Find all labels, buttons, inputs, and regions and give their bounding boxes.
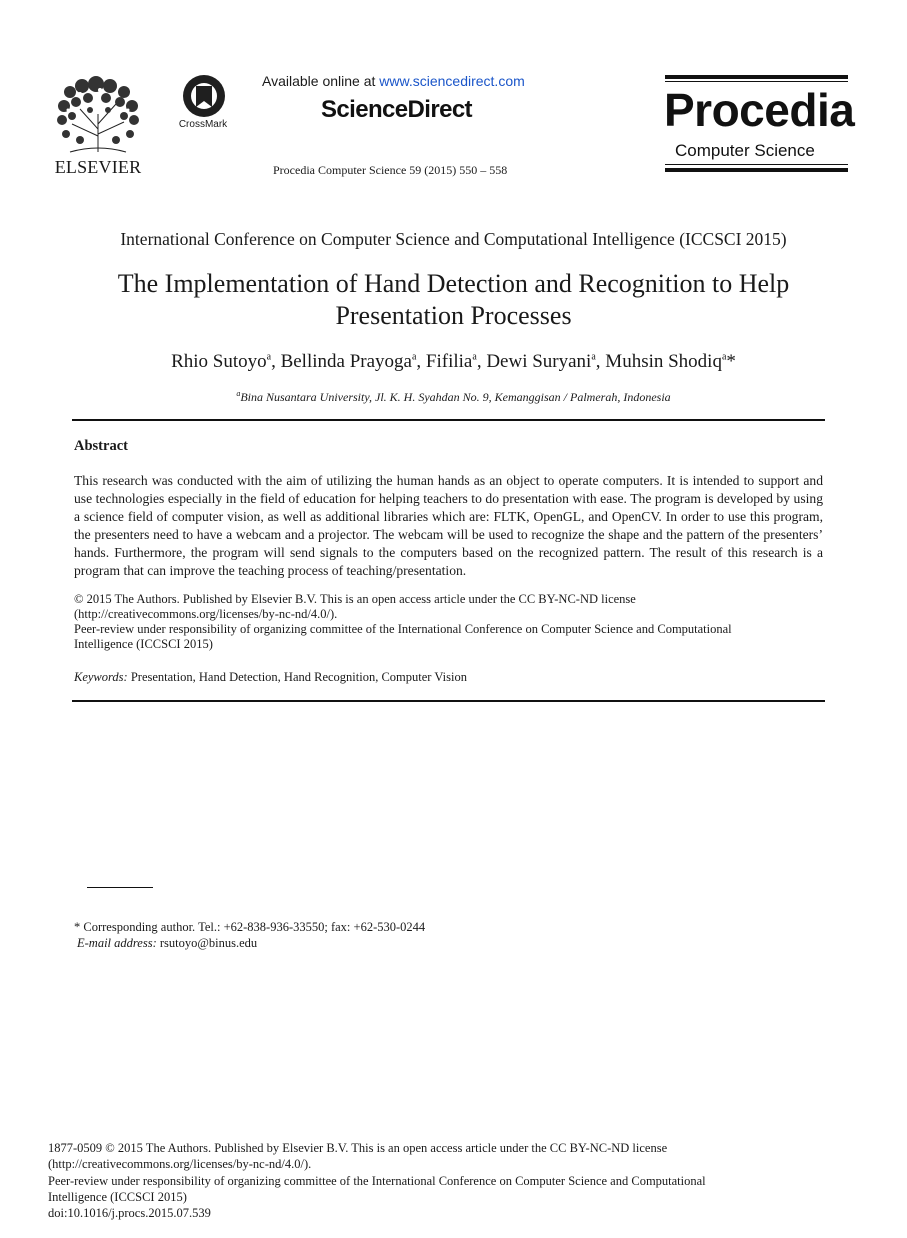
author-name: Fifilia: [425, 351, 473, 372]
footer-peer-review-line: Peer-review under responsibility of organizing committee of the International Conference on Computer Science and Computational: [48, 1173, 706, 1188]
license-url[interactable]: (http://creativecommons.org/licenses/by-nc-nd/4.0/).: [74, 607, 338, 621]
page-footer: [48, 1140, 848, 1221]
paper-title-line-1: The Implementation of Hand Detection and Recognition to Help: [117, 269, 790, 298]
email-label: E-mail address:: [77, 936, 157, 950]
author-separator: ,: [271, 351, 281, 372]
email-line: [77, 936, 257, 951]
footnote-rule: [87, 887, 153, 888]
journal-reference: Procedia Computer Science 59 (2015) 550 – 558: [273, 163, 508, 177]
sciencedirect-brand: ScienceDirect: [321, 96, 472, 123]
paper-title-line-2: Presentation Processes: [335, 301, 572, 330]
author-affiliation-mark: a: [411, 351, 417, 363]
footer-issn-line: 1877-0509 © 2015 The Authors. Published by Elsevier B.V. This is an open access article under the CC BY-NC-ND license: [48, 1141, 668, 1155]
author-separator: ,: [416, 351, 426, 372]
author-affiliation-mark: a: [591, 351, 596, 363]
abstract-heading: Abstract: [74, 438, 128, 454]
affiliation: [0, 389, 907, 405]
author-affiliation-mark: a: [472, 351, 477, 363]
procedia-rule-top-thick: [665, 75, 848, 79]
footer-doi[interactable]: doi:10.1016/j.procs.2015.07.539: [48, 1206, 211, 1221]
author-name: Rhio Sutoyo: [171, 351, 267, 372]
divider-bottom: [72, 700, 825, 702]
keywords-label: Keywords:: [74, 670, 128, 684]
procedia-journal-title: Procedia: [664, 84, 855, 136]
footer-license-url[interactable]: (http://creativecommons.org/licenses/by-nc-nd/4.0/).: [48, 1157, 312, 1172]
procedia-rule-bottom-thick: [665, 168, 848, 172]
author-separator: ,: [476, 351, 487, 372]
author-name: Bellinda Prayoga: [280, 351, 412, 372]
procedia-journal-subtitle: Computer Science: [675, 141, 815, 160]
divider-top: [72, 419, 825, 421]
peer-review-line: Peer-review under responsibility of organizing committee of the International Conference on Computer Science and Computational: [74, 622, 732, 636]
sciencedirect-link[interactable]: www.sciencedirect.com: [379, 73, 525, 89]
author-name: Dewi Suryani: [486, 351, 592, 372]
email-address[interactable]: rsutoyo@binus.edu: [159, 936, 258, 950]
affiliation-text: Bina Nusantara University, Jl. K. H. Syahdan No. 9, Kemanggisan / Palmerah, Indonesia: [240, 390, 671, 404]
author-affiliation-mark: a: [266, 351, 272, 363]
keywords-text: Presentation, Hand Detection, Hand Recognition, Computer Vision: [130, 670, 467, 684]
author-name: Muhsin Shodiq: [605, 351, 722, 372]
keywords: [74, 670, 834, 685]
crossmark-label: CrossMark: [178, 119, 228, 130]
procedia-rule-bottom-thin: [665, 164, 848, 165]
corresponding-author: * Corresponding author. Tel.: +62-838-936-33550; fax: +62-530-0244: [74, 920, 426, 934]
procedia-rule-top-thin: [665, 81, 848, 82]
author-affiliation-mark: a: [721, 351, 727, 363]
paper-title: [60, 268, 847, 332]
elsevier-wordmark: ELSEVIER: [54, 157, 142, 177]
abstract-body: This research was conducted with the aim of utilizing the human hands as an object to operate computers. It is intended to support and use technologies especially in the field of education for helping teachers to do presentation with ease. The program is developed by using a science field of computer vision, as well as additional libraries which are: FLTK, OpenGL, and OpenCV. In order to use this program, the presenters need to have a webcam and a projector. The webcam will be used to recognize the shape and the pattern of the presenters’ hands. Furthermore, the program will send signals to the computers based on the recognized pattern. The result of this research is a program that can improve the teaching process of teaching/presentation.: [74, 473, 823, 578]
conference-name: International Conference on Computer Science and Computational Intelligence (ICCSCI 2015): [120, 229, 787, 249]
corresponding-marker: *: [726, 351, 736, 372]
available-prefix: Available online at: [262, 73, 376, 89]
author-list: [0, 351, 907, 373]
author-separator: ,: [595, 351, 606, 372]
available-online: [262, 73, 525, 89]
license-block: [74, 592, 834, 652]
peer-review-line: Intelligence (ICCSCI 2015): [74, 637, 213, 651]
license-line: © 2015 The Authors. Published by Elsevier B.V. This is an open access article under the CC BY-NC-ND license: [74, 592, 636, 606]
affiliation-mark: a: [236, 389, 241, 398]
footer-peer-review-line: Intelligence (ICCSCI 2015): [48, 1189, 187, 1204]
